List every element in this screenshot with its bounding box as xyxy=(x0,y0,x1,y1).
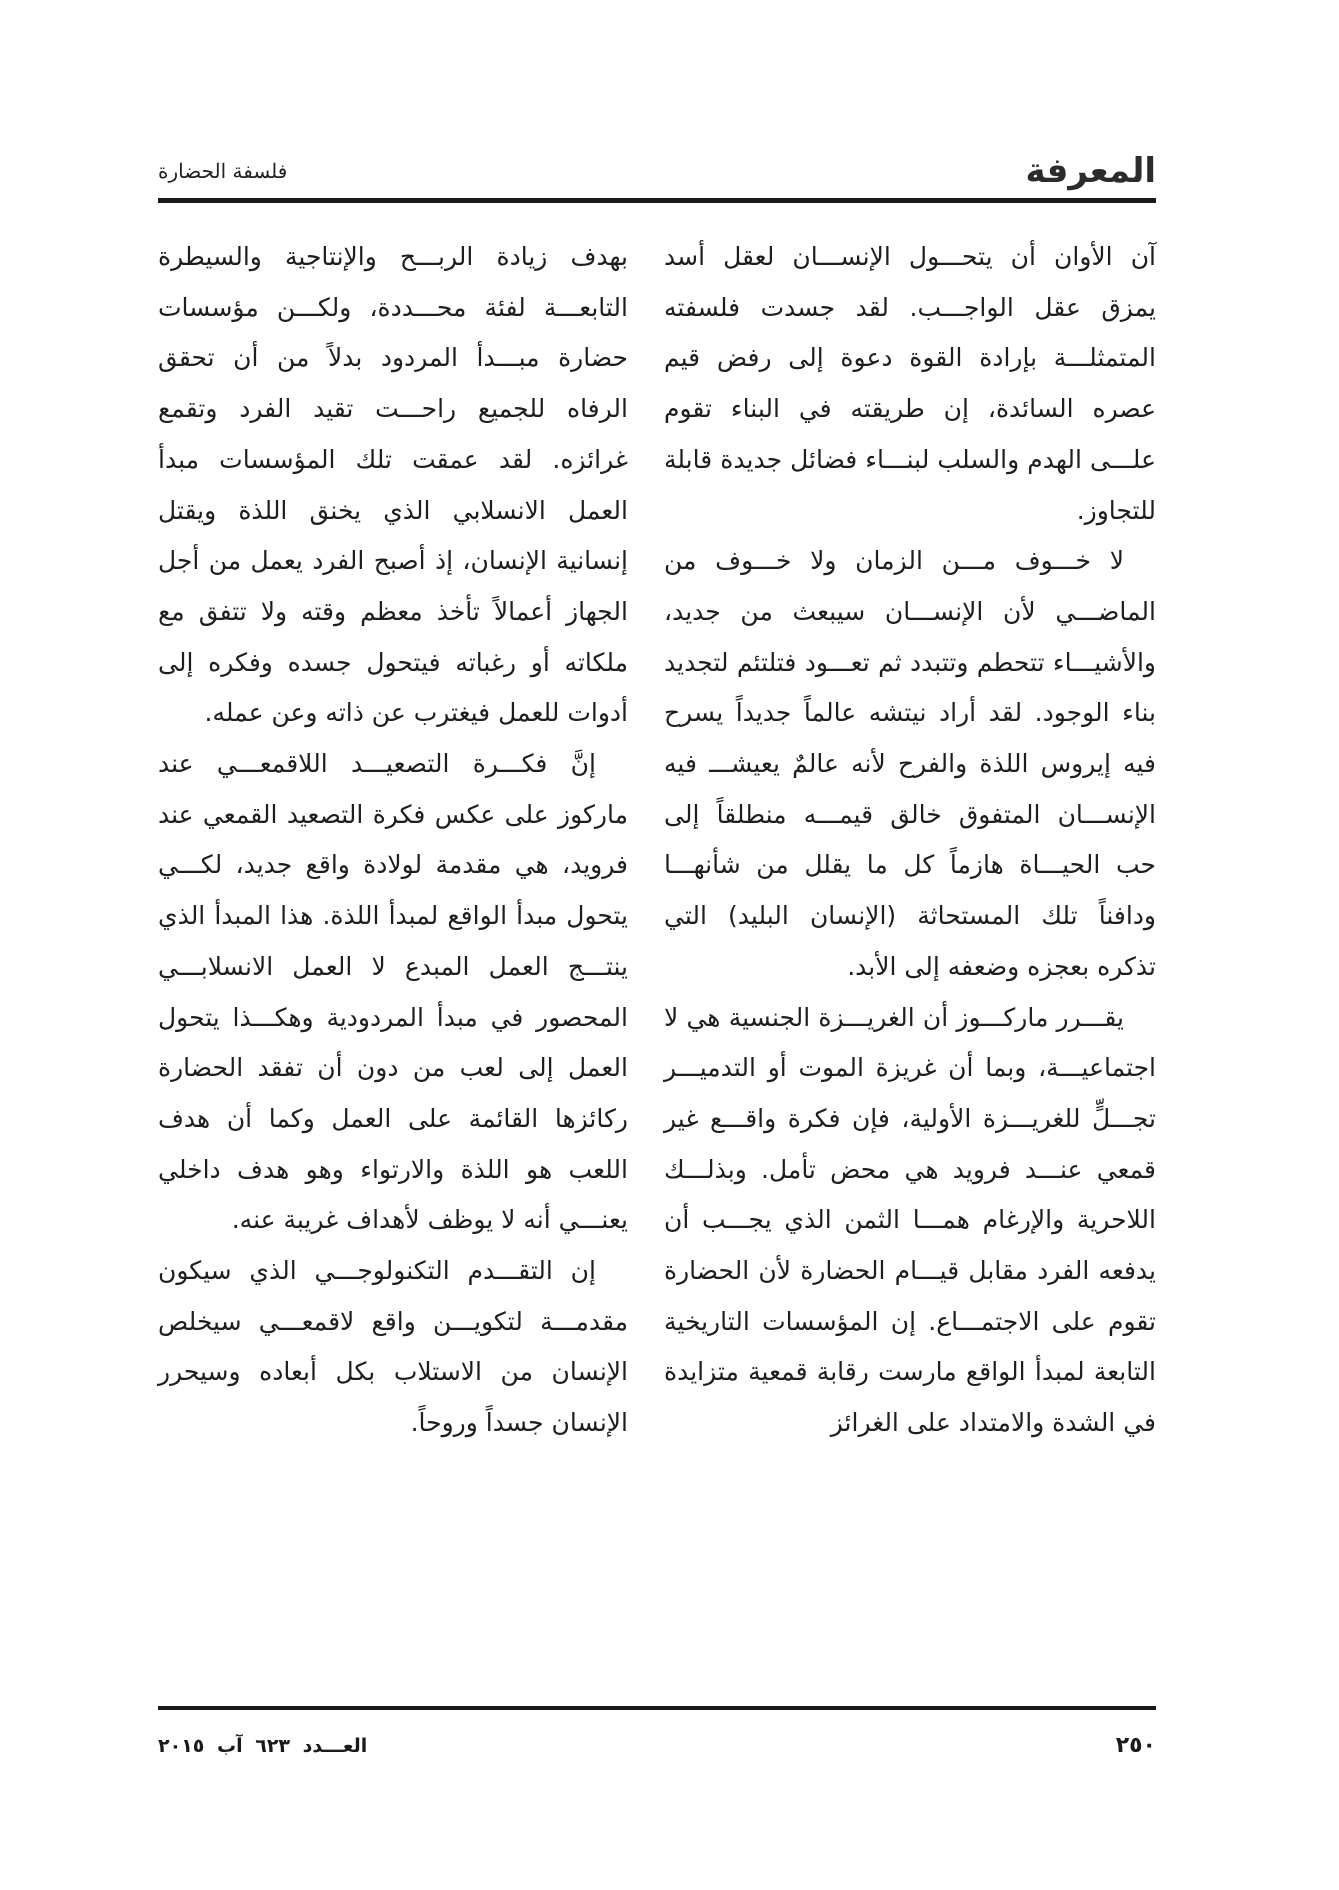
paragraph: إنَّ فكـــرة التصعيـــد اللاقمعـــي عند ماركوز على عكس فكرة التصعيد القمعي عند فرويد، هي مقدمة لولادة واقع جديد، لكـــي يتحول مبدأ الواقع لمبدأ اللذة. هذا المبدأ الذي ينتـــج العمل المبدع لا العمل الانسلابـــي المحصور في مبدأ المردودية وهكـــذا يتحول العمل إلى لعب من دون أن تفقد الحضارة ركائزها القائمة على العمل وكما أن هدف اللعب هو اللذة والارتواء وهو هدف داخلي يعنـــي أنه لا يوظف لأهداف غريبة عنه. xyxy=(158,749,628,1235)
magazine-logo: المعرفة xyxy=(1025,151,1156,191)
left-column xyxy=(158,232,628,1449)
paragraph: آن الأوان أن يتحـــول الإنســـان لعقل أسد يمزق عقل الواجـــب. لقد جسدت فلسفته المتمثلـــة بإرادة القوة دعوة إلى رفض قيم عصره السائدة، إن طريقته في البناء تقوم علـــى الهدم والسلب لبنـــاء فضائل جديدة قابلة للتجاوز. xyxy=(664,242,1156,525)
header-rule xyxy=(158,198,1156,203)
issue-info: العـــدد ٦٢٣ آب ٢٠١٥ xyxy=(158,1735,368,1757)
right-column xyxy=(664,232,1156,1449)
page-footer xyxy=(158,1728,1156,1768)
paragraph: لا خـــوف مـــن الزمان ولا خـــوف من الماضـــي لأن الإنســـان سيبعث من جديد، والأشيـــاء تتحطم وتتبدد ثم تعـــود فتلتئم لتجديد بناء الوجود. لقد أراد نيتشه عالماً جديداً يسرح فيه إيروس اللذة والفرح لأنه عالمٌ يعيشـــ فيه الإنســـان المتفوق خالق قيمـــه منطلقاً إلى حب الحيـــاة هازماً كل ما يقلل من شأنهـــا ودافناً تلك المستحاثة (الإنسان البليد) التي تذكره بعجزه وضعفه إلى الأبد. xyxy=(664,546,1156,981)
running-title: فلسفة الحضارة xyxy=(158,159,288,183)
footer-rule xyxy=(158,1706,1156,1710)
paragraph: يقـــرر ماركـــوز أن الغريـــزة الجنسية هي لا اجتماعيـــة، وبما أن غريزة الموت أو التدميـــر تجـــلٍّ للغريـــزة الأولية، فإن فكرة واقـــع غير قمعي عنـــد فرويد هي محض تأمل. وبذلـــك اللاحرية والإرغام همـــا الثمن الذي يجـــب أن يدفعه الفرد مقابل قيـــام الحضارة لأن الحضارة تقوم على الاجتمـــاع. إن المؤسسات التاريخية التابعة لمبدأ الواقع مارست رقابة قمعية متزايدة في الشدة والامتداد على الغرائز xyxy=(664,1002,1156,1438)
paragraph: بهدف زيادة الربـــح والإنتاجية والسيطرة التابعـــة لفئة محـــددة، ولكـــن مؤسسات حضارة مبـــدأ المردود بدلاً من أن تحقق الرفاه للجميع راحـــت تقيد الفرد وتقمع غرائزه. لقد عمقت تلك المؤسسات مبدأ العمل الانسلابي الذي يخنق اللذة ويقتل إنسانية الإنسان، إذ أصبح الفرد يعمل من أجل الجهاز أعمالاً تأخذ معظم وقته ولا تتفق مع ملكاته أو رغباته فيتحول جسده وفكره إلى أدوات للعمل فيغترب عن ذاته وعن عمله. xyxy=(158,242,628,728)
paragraph: إن التقـــدم التكنولوجـــي الذي سيكون مقدمـــة لتكويـــن واقع لاقمعـــي سيخلص الإنسان من الاستلاب بكل أبعاده وسيحرر الإنسان جسداً وروحاً. xyxy=(158,1256,628,1438)
page-header xyxy=(158,148,1156,194)
page-number: ٢٥٠ xyxy=(1115,1733,1156,1758)
